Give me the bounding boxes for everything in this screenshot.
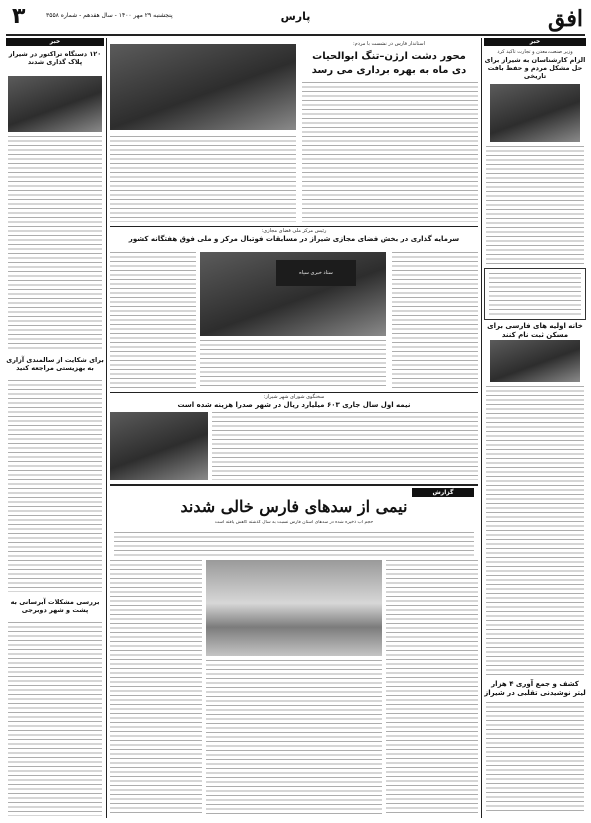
left-column-body-2 xyxy=(8,380,102,592)
right-column-body-1 xyxy=(486,146,584,266)
left-column-photo xyxy=(8,76,102,132)
page-number: ۳ xyxy=(12,4,26,29)
right-column-body-2 xyxy=(486,386,584,676)
feature-tag: گزارش xyxy=(412,488,474,497)
right-column-bottom-headline: کشف و جمع آوری ۴ هزار لیتر نوشیدنی تقلبی در شیراز xyxy=(484,680,586,697)
column-rule-right xyxy=(481,38,482,818)
left-column-headline-mid: برای شکایت از سالمندی آزاری به بهزیستی مراجعه کنید xyxy=(6,356,104,372)
feature-body-left xyxy=(110,560,202,816)
section-title: پارس xyxy=(280,10,311,23)
second-story-portrait xyxy=(110,412,208,480)
left-column-headline-top: ۱۲۰ دستگاه تراکتور در شیراز پلاک گذاری شدند xyxy=(8,50,102,66)
feature-rule xyxy=(110,484,478,486)
top-story-headline-1: محور دشت ارژن–تنگ ابوالحیات xyxy=(312,51,466,62)
newspaper-logo: افق xyxy=(548,6,583,32)
right-column-portrait xyxy=(490,340,580,382)
left-column-body-3 xyxy=(8,622,102,816)
middle-story-body-right xyxy=(392,252,478,388)
middle-story-photo-caption: ستاد خبری سپاه xyxy=(276,260,356,286)
second-story-rule xyxy=(110,392,478,393)
middle-story-rule xyxy=(110,226,478,227)
top-story-body-2 xyxy=(110,136,296,222)
middle-story-photo xyxy=(200,252,386,336)
feature-body-center xyxy=(206,660,382,816)
second-story-body xyxy=(212,412,478,480)
feature-summary: حجم آب ذخیره شده در سدهای استان فارس نسبت به سال گذشته کاهش یافته است xyxy=(214,520,374,525)
feature-dam-photo xyxy=(206,560,382,656)
feature-intro-lines xyxy=(114,532,474,556)
middle-story-headline: سرمایه گذاری در بخش فضای مجازی شیراز در مسابقات فوتبال مرکز و ملی فوق هفتگانه کشور xyxy=(128,235,460,243)
top-story-photo xyxy=(110,44,296,130)
second-story-headline: نیمه اول سال جاری ۶۰۳ میلیارد ریال در شهر صدرا هزینه شده است xyxy=(177,401,411,409)
left-column-headline-bottom: بررسی مشکلات آبرسانی به پشت و شهر دوبرجی xyxy=(10,598,100,614)
right-column-body-3 xyxy=(486,702,584,814)
left-column-body-1 xyxy=(8,136,102,350)
second-story-kicker: سخنگوی شورای شهر شیراز: xyxy=(263,394,325,400)
right-column-inset xyxy=(484,268,586,320)
column-rule-left xyxy=(106,38,107,818)
right-column-headline: الزام کارشناسان به شیراز برای حل مشکل مردم و حفظ بافت تاریخی xyxy=(484,56,586,80)
top-story-kicker: استاندار فارس در نشست با مردم: xyxy=(352,41,426,47)
top-story-headline-2: دی ماه به بهره برداری می رسد xyxy=(311,65,467,76)
dateline: پنجشنبه ۲۹ مهر ۱۴۰۰ - سال هفدهم - شماره ۳۵۵۸ xyxy=(46,12,173,19)
left-column-tag: خبر xyxy=(6,38,104,46)
feature-headline: نیمی از سدهای فارس خالی شدند xyxy=(180,497,408,516)
middle-story-kicker: رئیس مرکز ملی فضای مجازی: xyxy=(261,228,327,234)
masthead xyxy=(6,4,585,36)
right-column-kicker: وزیر صنعت،معدن و تجارت تاکید کرد xyxy=(497,49,573,55)
feature-body-right xyxy=(386,560,478,816)
right-column-tag: خبر xyxy=(484,38,586,46)
middle-story-body-left xyxy=(110,252,196,388)
middle-story-body-center xyxy=(200,340,386,388)
right-column-photo xyxy=(490,84,580,142)
right-column-mid-headline: خانه اولیه های فارسی برای مسکن ثبت نام کنند xyxy=(487,322,583,339)
top-story-body-1 xyxy=(302,82,478,222)
